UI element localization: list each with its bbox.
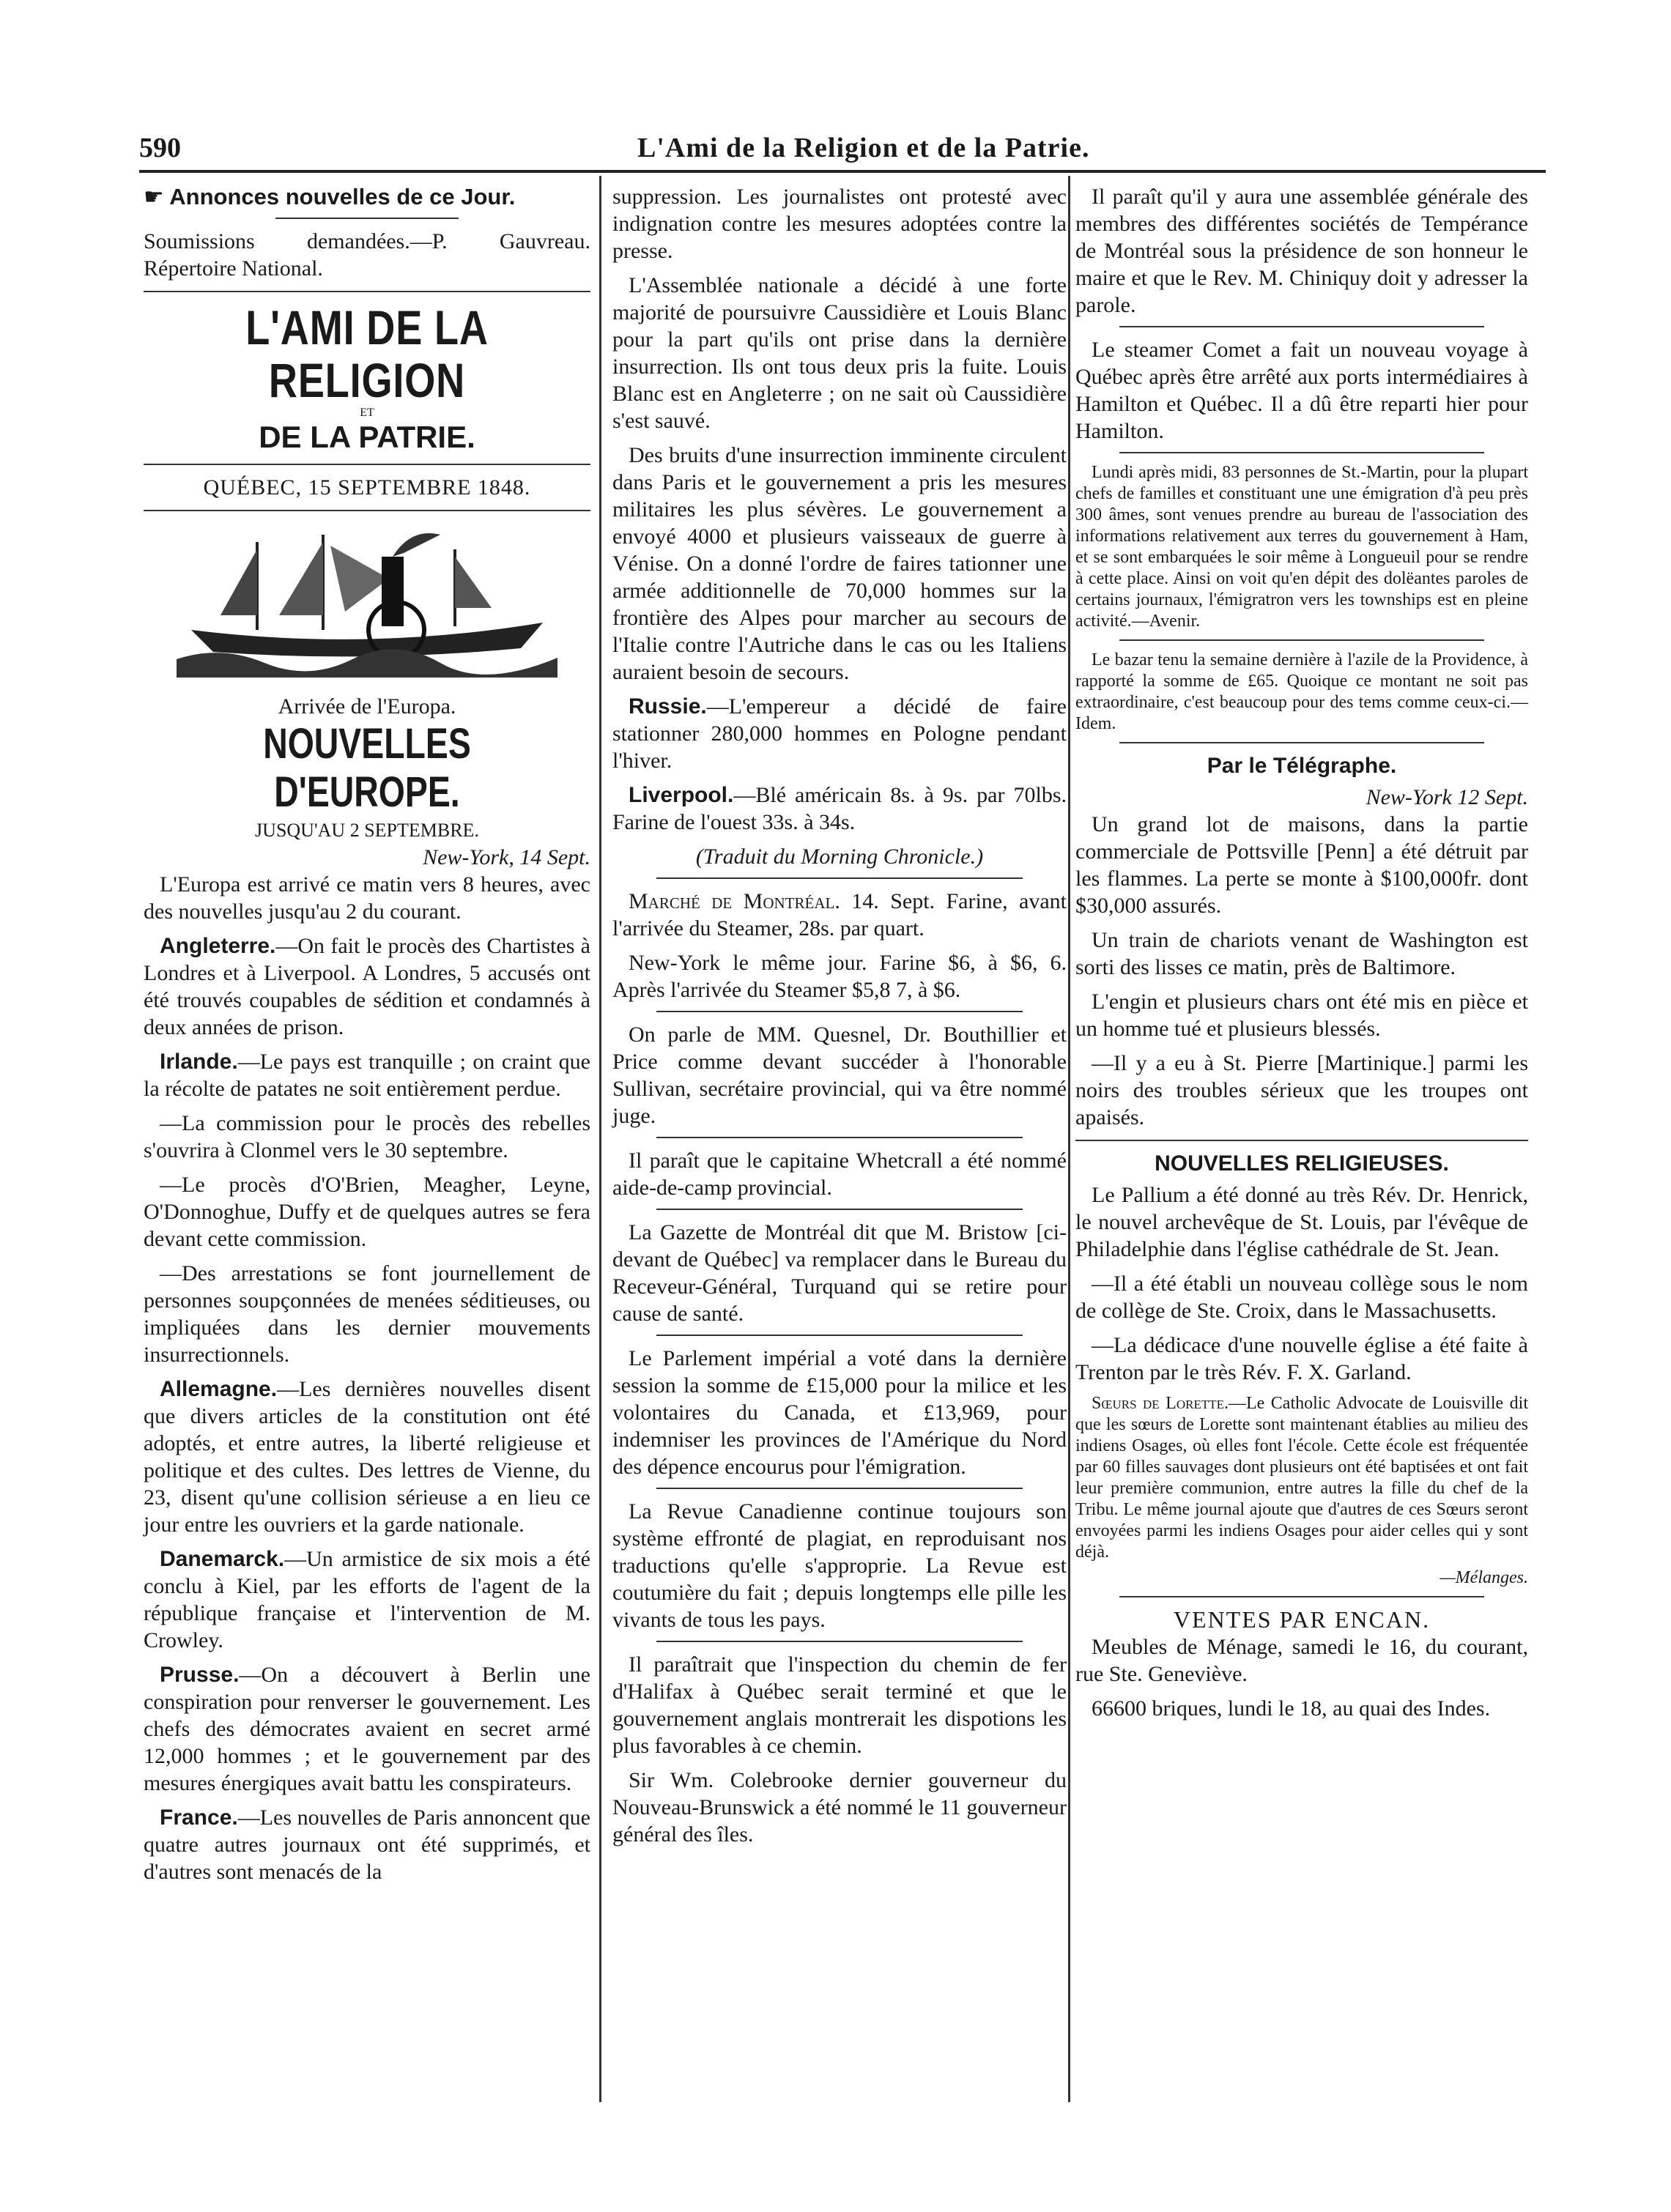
bruits-para: Des bruits d'une insurrection imminente circulent dans Paris et le gouvernement a pris les mesures militaires les plus sévères. Le gouvernement a envoyé 4000 et plusieurs vaisseaux de guerre à Vénise. On a donné l'ordre de faires tationner une armée additionnelle de 70,000 hommes sur la frontière des Alpes pour marcher au secours de l'Italie contre l'Autriche dans le cas ou les Italiens auraient besoin de secours. <box>612 443 1067 684</box>
running-title: L'Ami de la Religion et de la Patrie. <box>637 133 1090 163</box>
meubles-para: Meubles de Ménage, samedi le 16, du courant, rue Ste. Geneviève. <box>1075 1635 1528 1686</box>
page-number: 590 <box>139 133 181 163</box>
dateline: QUÉBEC, 15 SEPTEMBRE 1848. <box>203 475 531 500</box>
telegraphe-dateline: New-York 12 Sept. <box>1366 785 1528 809</box>
danemarck-para <box>144 1545 590 1654</box>
column-2 <box>612 183 1067 1855</box>
prusse-keyword: Prusse. <box>160 1663 240 1687</box>
irlande-para <box>144 1048 590 1102</box>
divider <box>656 1209 1023 1210</box>
soeurs-block <box>1075 1393 1528 1589</box>
france-para <box>144 1804 590 1885</box>
divider <box>1119 742 1484 743</box>
newyork-dateline: New-York, 14 Sept. <box>423 845 590 869</box>
divider <box>1119 1596 1484 1597</box>
danemarck-text: —Un armistice de six mois a été conclu à Kiel, par les efforts de l'agent de la république française et l'intervention de M. Crowley. <box>144 1547 590 1652</box>
liverpool-keyword: Liverpool. <box>629 783 734 807</box>
arrestations-para: —Des arrestations se font journellement de personnes soupçonnées de menées séditieuses, ou impliquées dans les dernier mouvements insurrectionnels. <box>144 1261 590 1367</box>
gazette-para: La Gazette de Montréal dit que M. Bristow [ci-devant de Québec] va remplacer dans le Bureau du Receveur-Général, Turquand qui se retire pour cause de santé. <box>612 1220 1067 1326</box>
danemarck-keyword: Danemarck. <box>160 1547 285 1571</box>
divider <box>275 218 459 219</box>
ventes-title: VENTES PAR ENCAN. <box>1173 1606 1431 1633</box>
stpierre-para: —Il y a eu à St. Pierre [Martinique.] parmi les noirs des troubles sérieux que les troupes ont apaisés. <box>1075 1051 1528 1129</box>
temperance-para: Il paraît qu'il y aura une assemblée générale des membres des différentes sociétés de Tempérance de Montréal sous la présidence de son honneur le maire et que le Rev. M. Chiniquy doit y adresser la parole. <box>1075 185 1528 317</box>
commission-para: —La commission pour le procès des rebelles s'ouvrira à Clonmel vers le 30 septembre. <box>144 1111 590 1162</box>
divider <box>144 464 590 465</box>
divider <box>656 1335 1023 1336</box>
column-rule-2 <box>1068 176 1070 2102</box>
header-rule <box>139 170 1546 173</box>
quesnel-para: On parle de MM. Quesnel, Dr. Bouthillier et Price comme devant succéder à l'honorable Sullivan, secrétaire provincial, qui va être nommé juge. <box>612 1023 1067 1128</box>
france-keyword: France. <box>160 1805 238 1830</box>
pointing-hand-icon: ☛ <box>144 184 164 209</box>
annonces-heading <box>144 183 590 210</box>
bazar-para: Le bazar tenu la semaine dernière à l'azile de la Providence, à rapporté la somme de £65. Quoique ce montant ne soit pas extraordinaire, c'est beaucoup pour des tems comme ceux-ci.—Idem. <box>1075 650 1528 733</box>
marche-text: 14. Sept. Farine, avant l'arrivée du Steamer, 28s. par quart. <box>612 889 1067 940</box>
obrien-para: —Le procès d'O'Brien, Meagher, Leyne, O'Donnoghue, Duffy et de quelques autres se fera devant cette commission. <box>144 1173 590 1251</box>
divider <box>144 510 590 511</box>
prusse-text: —On a découvert à Berlin une conspiration pour renverser le gouvernement. Les chefs des démocrates avaient en secret armé 12,000 hommes ; et le gouvernement par des mesures énergiques avait battu les conspirateurs. <box>144 1663 590 1795</box>
page-header <box>139 132 1546 161</box>
divider <box>656 1488 1023 1489</box>
assemblee-para: L'Assemblée nationale a décidé à une forte majorité de poursuivre Caussidière et Louis Blanc pour la part qu'ils ont prise dans la dernière insurrection. Ils ont tous deux pris la fuite. Louis Blanc est en Angleterre ; on ne sait où Caussidière s'est sauvé. <box>612 273 1067 433</box>
angleterre-keyword: Angleterre. <box>160 934 276 958</box>
whetcrall-para: Il paraît que le capitaine Whetcrall a été nommé aide-de-camp provincial. <box>612 1148 1067 1200</box>
divider <box>656 1641 1023 1642</box>
divider <box>656 1137 1023 1138</box>
prusse-para <box>144 1661 590 1797</box>
halifax-para: Il paraîtrait que l'inspection du chemin de fer d'Halifax à Québec serait terminé et que le gouvernement anglais montrerait les dispotions les plus favorables à ce chemin. <box>612 1652 1067 1758</box>
soeurs-label: Sœurs de Lorette. <box>1092 1394 1229 1413</box>
divider <box>1119 326 1484 327</box>
russie-para <box>612 693 1067 774</box>
soeurs-text: —Le Catholic Advocate de Louisville dit que les sœurs de Lorette sont maintenant établies au milieu des indiens Osages, où elles font l'école. Cette école est fréquentée par 60 filles sauvages dont plusieurs ont été baptisées et ont fait leur première communion, entre autres la fille du chef de la Tribu. Le même journal ajoute que d'autres de ces Sœurs seront envoyées parmi les indiens Osages pour aider celles qui y sont déjà. <box>1075 1394 1528 1562</box>
russie-text: —L'empereur a décidé de faire stationner 280,000 hommes en Pologne pendant l'hiver. <box>612 694 1067 773</box>
briques-para: 66600 briques, lundi le 18, au quai des Indes. <box>1092 1696 1491 1721</box>
divider <box>144 291 590 292</box>
angleterre-text: —On fait le procès des Chartistes à Londres et à Liverpool. A Londres, 5 accusés ont été trouvés coupables de sédition et condamnés à deux années de prison. <box>144 934 590 1039</box>
dedicace-para: —La dédicace d'une nouvelle église a été faite à Trenton par le très Rév. F. X. Garland. <box>1075 1333 1528 1384</box>
newyork-para: New-York le même jour. Farine $6, à $6, 6. Après l'arrivée du Steamer $5,8 7, à $6. <box>612 951 1067 1002</box>
column-3 <box>1075 183 1528 1729</box>
masthead-line-2: DE LA PATRIE. <box>259 420 475 454</box>
religieuses-title: NOUVELLES RELIGIEUSES. <box>1155 1151 1449 1176</box>
russie-keyword: Russie. <box>629 694 707 719</box>
suppression-para: suppression. Les journalistes ont protesté avec indignation contre les mesures adoptées contre la presse. <box>612 185 1067 263</box>
colebrooke-para: Sir Wm. Colebrooke dernier gouverneur du Nouveau-Brunswick a été nommé le 11 gouverneur général des îles. <box>612 1768 1067 1847</box>
arrivee-heading: Arrivée de l'Europa. <box>278 694 456 719</box>
liverpool-para <box>612 782 1067 836</box>
angleterre-para <box>144 932 590 1041</box>
divider <box>656 1011 1023 1012</box>
college-para: —Il a été établi un nouveau collège sous le nom de collège de Ste. Croix, dans le Massachusetts. <box>1075 1272 1528 1323</box>
jusqu-line: JUSQU'AU 2 SEPTEMBRE. <box>255 820 479 841</box>
melanges-source: —Mélanges. <box>1440 1568 1528 1587</box>
traduit-note: (Traduit du Morning Chronicle.) <box>695 845 984 869</box>
soeurs-para <box>1075 1393 1528 1563</box>
comet-para: Le steamer Comet a fait un nouveau voyage à Québec après être arrêté aux ports intermédiaires à Hamilton et Québec. Il a dû être reparti hier pour Hamilton. <box>1075 338 1528 443</box>
telegraphe-title: Par le Télégraphe. <box>1207 754 1397 778</box>
small-print-block <box>1075 462 1528 735</box>
marche-para <box>612 888 1067 942</box>
column-1 <box>144 183 590 1893</box>
divider <box>1075 1140 1528 1141</box>
steamship-illustration <box>177 520 557 689</box>
france-text: —Les nouvelles de Paris annoncent que quatre autres journaux ont été supprimés, et d'autres sont menacés de la <box>144 1805 590 1884</box>
annonces-body: Soumissions demandées.—P. Gauvreau. Répertoire National. <box>144 229 590 281</box>
maisons-para: Un grand lot de maisons, dans la partie commerciale de Pottsville [Penn] a été détruit par les flammes. La perte se monte à $100,000fr. dont $30,000 assurés. <box>1075 812 1528 918</box>
divider <box>1119 452 1484 453</box>
masthead-line-1: L'AMI DE LA RELIGION <box>245 300 489 407</box>
annonces-title: Annonces nouvelles de ce Jour. <box>169 184 516 209</box>
parlement-para: Le Parlement impérial a voté dans la dernière session la somme de £15,000 pour la milice et les volontaires du Canada, et £13,969, pour indemniser les provinces de l'Amérique du Nord des dépence encourus pour l'émigration. <box>612 1346 1067 1479</box>
allemagne-text: —Les dernières nouvelles disent que divers articles de la constitution ont été adoptés, et entre autres, la liberté religieuse et politique et des cultes. Des lettres de Vienne, du 23, disent qu'une collision sérieuse a en lieu ce jour entre les ouvriers et la garde nationale. <box>144 1377 590 1537</box>
irlande-text: —Le pays est tranquille ; on craint que la récolte de patates ne soit entièrement perdue. <box>144 1050 590 1101</box>
irlande-keyword: Irlande. <box>160 1050 238 1074</box>
liverpool-text: —Blé américain 8s. à 9s. par 70lbs. Farine de l'ouest 33s. à 34s. <box>612 783 1067 834</box>
marche-label: Marché de Montréal. <box>629 889 840 913</box>
pallium-para: Le Pallium a été donné au très Rév. Dr. Henrick, le nouvel archevêque de St. Louis, par l'évêque de Philadelphie dans l'église cathédrale de St. Jean. <box>1075 1183 1528 1261</box>
divider <box>656 877 1023 879</box>
allemagne-keyword: Allemagne. <box>160 1377 278 1401</box>
revue-para: La Revue Canadienne continue toujours son système effronté de plagiat, en reproduisant nos traductions qu'elle s'approprie. La Revue est coutumière du fait ; depuis longtemps elle pille les vivants de tous les pays. <box>612 1499 1067 1632</box>
divider <box>1119 639 1484 641</box>
engin-para: L'engin et plusieurs chars ont été mis en pièce et un homme tué et plusieurs blessés. <box>1075 990 1528 1041</box>
masthead-et: ET <box>360 407 374 419</box>
nouvelles-europe-title: NOUVELLES D'EUROPE. <box>263 720 471 816</box>
allemagne-para <box>144 1376 590 1538</box>
lundi-para: Lundi après midi, 83 personnes de St.-Martin, pour la plupart chefs de familles et constituant une une émigration d'à peu près 300 âmes, sont venues prendre au bureau de l'association des informations relativement aux terres du gouvernement à Ham, et se sont embarquées le soir même à Longueuil pour se rendre à cette place. Ainsi on voit qu'en dépit des dolëantes paroles de certains journaux, l'émigratron vers les townships est en pleine activité.—Avenir. <box>1075 463 1528 631</box>
europa-para: L'Europa est arrivé ce matin vers 8 heures, avec des nouvelles jusqu'au 2 du courant. <box>144 872 590 924</box>
column-rule-1 <box>599 176 601 2102</box>
train-para: Un train de chariots venant de Washington est sorti des lisses ce matin, près de Baltimore. <box>1075 928 1528 979</box>
